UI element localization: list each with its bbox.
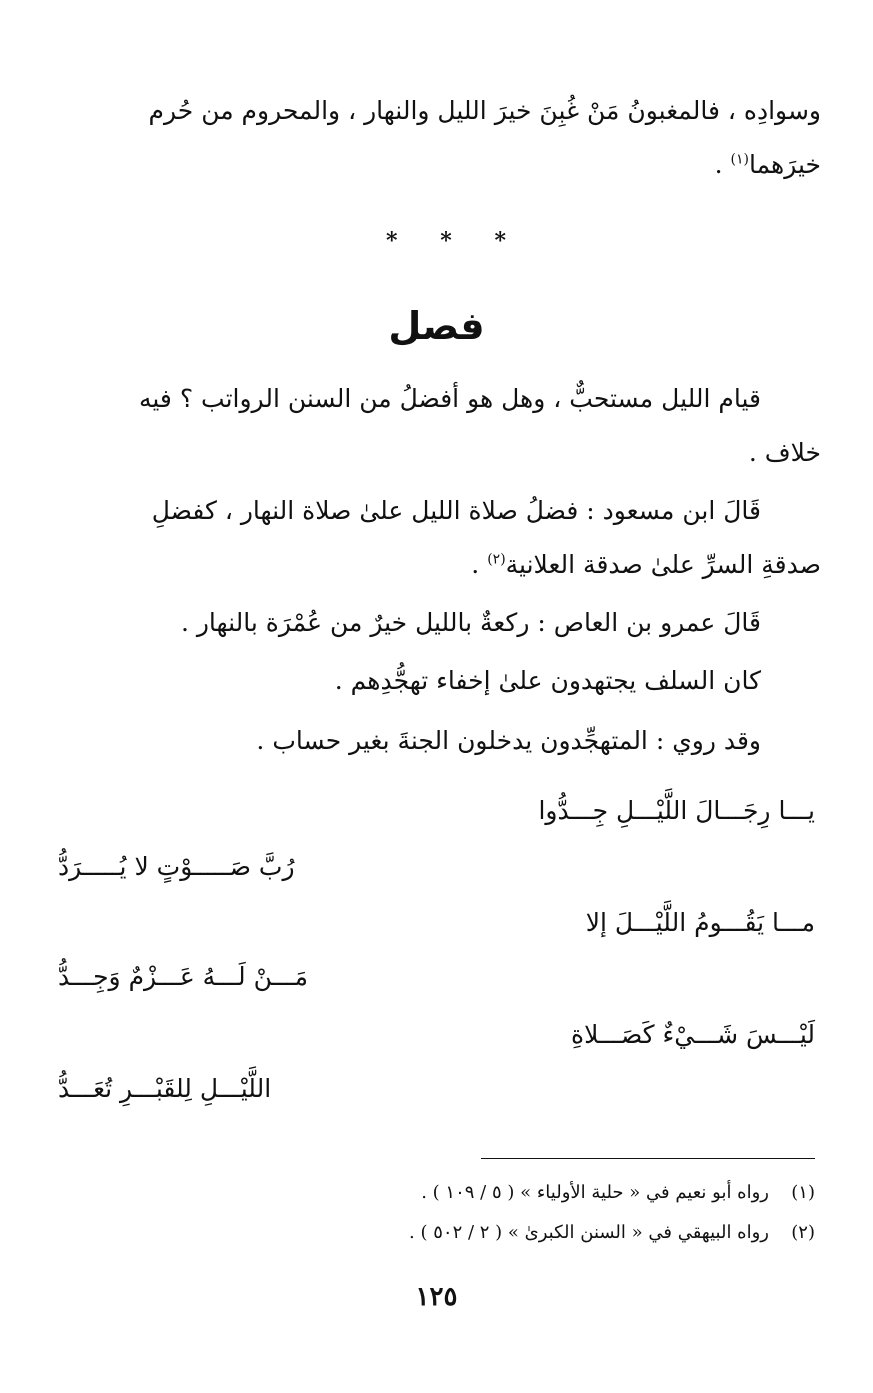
- paragraph-4: كان السلف يجتهدون علىٰ إخفاء تهجُّدِهم .: [334, 666, 761, 695]
- paragraph-2-line-2-text: صدقةِ السرِّ علىٰ صدقة العلانية: [505, 550, 821, 579]
- poem-verse-3-first: لَيْـــسَ شَـــيْءٌ كَصَـــلاةِ: [571, 1020, 815, 1049]
- footnote-divider: [481, 1158, 815, 1159]
- footnote-ref-2[interactable]: (٢): [487, 551, 506, 568]
- footnote-1-number: (١): [791, 1182, 815, 1203]
- page-number: ١٢٥: [415, 1282, 458, 1312]
- poem-verse-2-second: مَـــنْ لَـــهُ عَـــزْمٌ وَجِـــدُّ: [58, 962, 309, 991]
- intro-line-2-end: .: [714, 150, 731, 179]
- section-separator: [386, 228, 506, 254]
- footnote-ref-1[interactable]: (١): [730, 151, 749, 168]
- paragraph-3: قَالَ عمرو بن العاص : ركعةٌ بالليل خيرٌ من عُمْرَة بالنهار .: [180, 608, 761, 637]
- poem-verse-2-first: مـــا يَقُـــومُ اللَّيْـــلَ إلا: [585, 908, 815, 937]
- poem-verse-1-first: يـــا رِجَـــالَ اللَّيْـــلِ جِـــدُّوا: [538, 796, 815, 825]
- intro-line-1: وسوادِه ، فالمغبونُ مَنْ غُبِنَ خيرَ الليل والنهار ، والمحروم من حُرم: [148, 96, 821, 125]
- paragraph-1-line-1: قيام الليل مستحبٌّ ، وهل هو أفضلُ من السنن الرواتب ؟ فيه: [138, 384, 761, 413]
- intro-line-2: [51, 150, 821, 179]
- poem-verse-1-second: رُبَّ صَـــــوْتٍ لا يُـــــرَدُّ: [58, 852, 295, 881]
- footnote-2-number: (٢): [791, 1222, 815, 1243]
- separator-star: *: [440, 228, 452, 254]
- paragraph-2-line-2: [51, 550, 821, 579]
- paragraph-1-line-2: خلاف .: [748, 438, 821, 467]
- poem-verse-3-second: اللَّيْـــلِ لِلقَبْـــرِ تُعَـــدُّ: [58, 1074, 272, 1103]
- separator-star: *: [386, 228, 398, 254]
- section-heading: فصل: [388, 304, 485, 348]
- paragraph-2-line-2-end: .: [471, 550, 488, 579]
- footnote-2-text: رواه البيهقي في « السنن الكبرىٰ » ( ٢ / ٥٠٢ ) .: [409, 1222, 769, 1243]
- footnote-2: [409, 1222, 815, 1243]
- paragraph-2-line-1: قَالَ ابن مسعود : فضلُ صلاة الليل علىٰ صلاة النهار ، كفضلِ: [151, 496, 761, 525]
- footnote-1-text: رواه أبو نعيم في « حلية الأولياء » ( ٥ / ١٠٩ ) .: [421, 1182, 769, 1203]
- paragraph-5: وقد روي : المتهجِّدون يدخلون الجنةَ بغير حساب .: [256, 726, 761, 755]
- separator-star: *: [494, 228, 506, 254]
- intro-line-2-text: خيرَهما: [748, 150, 821, 179]
- footnote-1: [421, 1182, 815, 1203]
